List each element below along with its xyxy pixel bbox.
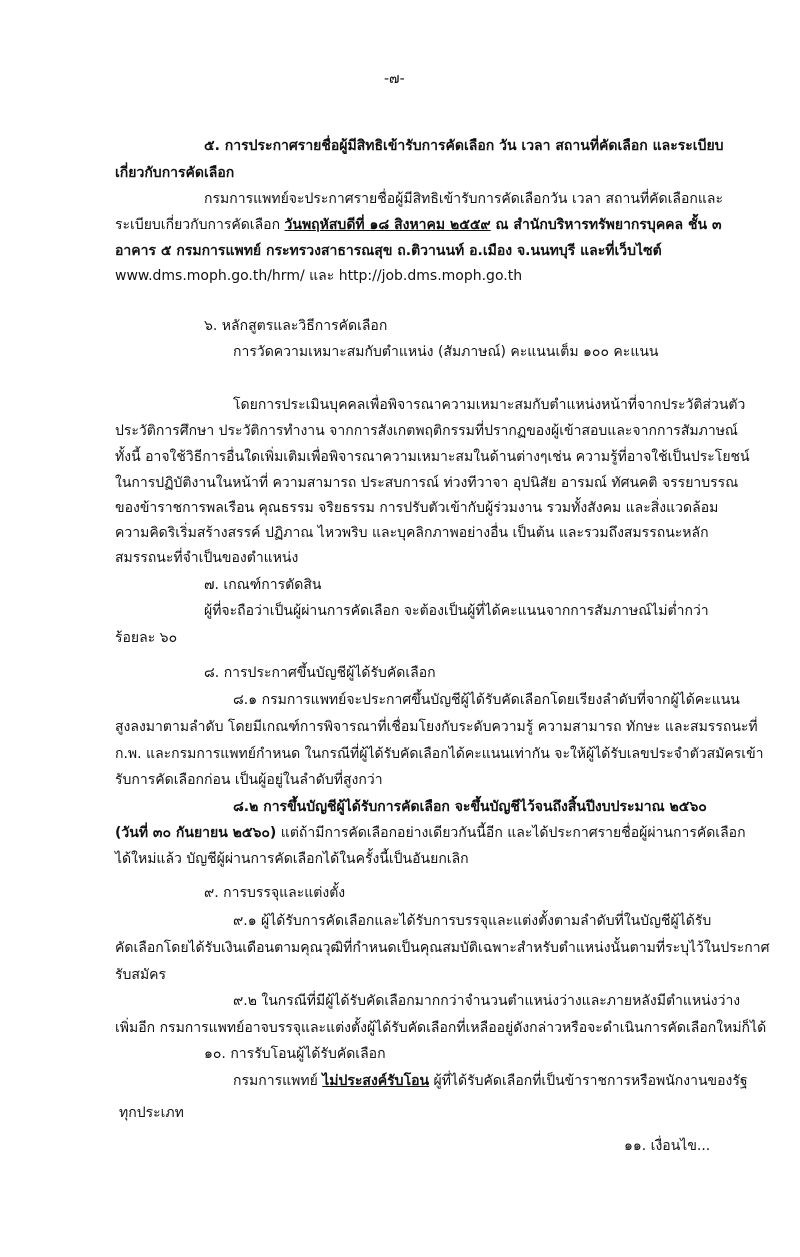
section-5-location: ณ สำนักบริหารทรัพยากรบุคคล ชั้น ๓ (490, 217, 722, 233)
list-expiry-date: (วันที่ ๓๐ กันยายน ๒๕๖๐) (115, 825, 277, 841)
section-6-line: ประวัติการศึกษา ประวัติการทำงาน จากการสังเกตพฤติกรรมที่ปรากฏของผู้เข้าสอบและจากการสัมภาษณ์ (115, 423, 738, 439)
section-10-line-1 (233, 1070, 748, 1092)
section-6-line: ในการปฏิบัติงานในหน้าที่ ความสามารถ ประสบการณ์ ท่วงทีวาจา อุปนิสัย อารมณ์ ทัศนคติ จรรยาบรรณ (115, 475, 739, 491)
website-urls: www.dms.moph.go.th/hrm/ และ http://job.dms.moph.go.th (115, 268, 523, 284)
section-6-line: โดยการประเมินบุคคลเพื่อพิจารณาความเหมาะสมกับตำแหน่งหน้าที่จากประวัติส่วนตัว (233, 397, 746, 413)
section-6-line: ความคิดริเริ่มสร้างสรรค์ ปฏิภาณ ไหวพริบ และบุคลิกภาพอย่างอื่น เป็นต้น และรวมถึงสมรรถนะหลัก (115, 525, 709, 541)
section-9-1-line-2: คัดเลือกโดยได้รับเงินเดือนตามคุณวุฒิที่กำหนดเป็นคุณสมบัติเฉพาะสำหรับตำแหน่งนั้นตามที่ระบุไว้ในประกาศ (115, 940, 770, 956)
section-10-text-cont: ผู้ที่ได้รับคัดเลือกที่เป็นข้าราชการหรือพนักงานของรัฐ (429, 1073, 748, 1089)
section-10-line-2: ทุกประเภท (119, 1105, 184, 1121)
section-6-line: สมรรถนะที่จำเป็นของตำแหน่ง (115, 550, 299, 566)
section-8-1-line-3: ก.พ. และกรมการแพทย์กำหนด ในกรณีที่ผู้ได้รับคัดเลือกได้คะแนนเท่ากัน จะให้ผู้ได้รับเลขประจำตัวสมัครเข้า (115, 746, 764, 762)
section-6-subtitle: การวัดความเหมาะสมกับตำแหน่ง (สัมภาษณ์) คะแนนเต็ม ๑๐๐ คะแนน (233, 344, 659, 360)
section-5-title-cont: เกี่ยวกับการคัดเลือก (115, 165, 235, 181)
section-5-text: ระเบียบเกี่ยวกับการคัดเลือก (115, 217, 285, 233)
section-9-2-line-1: ๙.๒ ในกรณีที่มีผู้ได้รับคัดเลือกมากกว่าจำนวนตำแหน่งว่างและภายหลังมีตำแหน่งว่าง (233, 993, 741, 1009)
section-6-line: ของข้าราชการพลเรือน คุณธรรม จริยธรรม การปรับตัวเข้ากับผู้ร่วมงาน รวมทั้งสังคม และสิ่งแวดล้อม (115, 500, 719, 516)
section-8-2-text: แต่ถ้ามีการคัดเลือกอย่างเดียวกันนี้อีก และได้ประกาศรายชื่อผู้ผ่านการคัดเลือก (276, 825, 746, 841)
page-number: -๗- (384, 71, 405, 87)
section-9-2-line-2: เพิ่มอีก กรมการแพทย์อาจบรรจุและแต่งตั้งผู้ได้รับคัดเลือกที่เหลืออยู่ดังกล่าวหรือจะดำเนินการคัดเลือกใหม่ก็ได้ (115, 1020, 767, 1036)
section-8-2-line-1: ๘.๒ การขึ้นบัญชีผู้ได้รับการคัดเลือก จะขึ้นบัญชีไว้จนถึงสิ้นปีงบประมาณ ๒๕๖๐ (233, 799, 707, 815)
section-6-line: ทั้งนี้ อาจใช้วิธีการอื่นใดเพิ่มเติมเพื่อพิจารณาความเหมาะสมในด้านต่างๆเช่น ความรู้ที่อาจใช้เป็นประโยชน์ (115, 449, 750, 465)
section-9-1-line-1: ๙.๑ ผู้ได้รับการคัดเลือกและได้รับการบรรจุและแต่งตั้งตามลำดับที่ในบัญชีผู้ได้รับ (233, 913, 712, 929)
section-8-1-line-2: สูงลงมาตามลำดับ โดยมีเกณฑ์การพิจารณาที่เชื่อมโยงกับระดับความรู้ ความสามารถ ทักษะ และสมรรถนะที่ (115, 719, 758, 735)
section-9-1-line-3: รับสมัคร (115, 967, 167, 983)
section-6-title: ๖. หลักสูตรและวิธีการคัดเลือก (204, 318, 388, 334)
section-10-text: กรมการแพทย์ (233, 1073, 323, 1089)
no-transfer-note: ไม่ประสงค์รับโอน (322, 1073, 430, 1089)
section-5-line-3: อาคาร ๕ กรมการแพทย์ กระทรวงสาธารณสุข ถ.ติวานนท์ อ.เมือง จ.นนทบุรี และที่เว็บไซต์ (115, 243, 662, 259)
section-7-line-2: ร้อยละ ๖๐ (115, 630, 178, 646)
section-5-line-1: กรมการแพทย์จะประกาศรายชื่อผู้มีสิทธิเข้ารับการคัดเลือกวัน เวลา สถานที่คัดเลือกและ (204, 191, 723, 207)
announcement-date: วันพฤหัสบดีที่ ๑๘ สิงหาคม ๒๕๕๙ (284, 217, 491, 233)
section-5-title: ๕. การประกาศรายชื่อผู้มีสิทธิเข้ารับการคัดเลือก วัน เวลา สถานที่คัดเลือก และระเบียบ (204, 138, 724, 154)
section-8-2-line-2 (115, 822, 746, 844)
section-8-title: ๘. การประกาศขึ้นบัญชีผู้ได้รับคัดเลือก (204, 665, 436, 681)
section-10-title: ๑๐. การรับโอนผู้ได้รับคัดเลือก (204, 1046, 386, 1062)
section-8-1-line-1: ๘.๑ กรมการแพทย์จะประกาศขึ้นบัญชีผู้ได้รับคัดเลือกโดยเรียงลำดับที่จากผู้ได้คะแนน (233, 692, 740, 708)
section-8-1-line-4: รับการคัดเลือกก่อน เป็นผู้อยู่ในลำดับที่สูงกว่า (115, 772, 383, 788)
section-9-title: ๙. การบรรจุและแต่งตั้ง (204, 885, 346, 901)
next-page-continuation: ๑๑. เงื่อนไข... (624, 1138, 711, 1154)
section-5-line-2 (115, 214, 722, 236)
section-8-2-line-3: ได้ใหม่แล้ว บัญชีผู้ผ่านการคัดเลือกได้ในครั้งนี้เป็นอันยกเลิก (115, 851, 469, 867)
section-7-title: ๗. เกณฑ์การตัดสิน (204, 577, 322, 593)
section-7-line-1: ผู้ที่จะถือว่าเป็นผู้ผ่านการคัดเลือก จะต้องเป็นผู้ที่ได้คะแนนจากการสัมภาษณ์ไม่ต่ำกว่า (204, 603, 709, 619)
